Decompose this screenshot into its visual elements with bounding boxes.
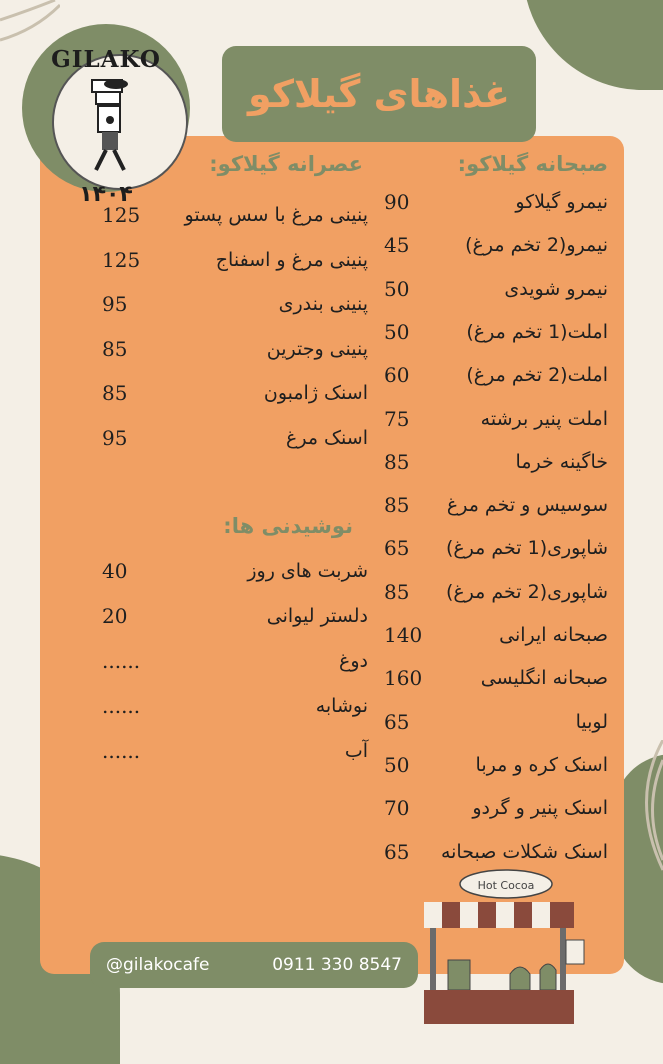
item-name: دوغ [339, 650, 368, 672]
afternoon-heading: عصرانه گیلاکو: [209, 152, 363, 176]
menu-item [384, 620, 608, 650]
item-name: نیمرو شویدی [504, 277, 608, 300]
item-price: 65 [384, 709, 410, 734]
item-name: اسنک کره و مربا [475, 753, 608, 776]
item-name: دلستر لیوانی [266, 605, 368, 627]
menu-item [384, 577, 608, 607]
item-name: املت(2 تخم مرغ) [466, 364, 608, 387]
item-name: پنینی مرغ و اسفناج [215, 248, 368, 271]
menu-item [102, 601, 368, 631]
logo [22, 24, 190, 207]
menu-item [102, 423, 368, 453]
item-price: 40 [102, 559, 128, 583]
menu-item [102, 334, 368, 364]
item-price: 85 [384, 579, 410, 604]
menu-item [384, 447, 608, 477]
item-price: 75 [384, 406, 410, 431]
item-price: 95 [102, 425, 128, 450]
item-name: خاگینه خرما [515, 450, 608, 473]
item-price: 125 [102, 247, 141, 272]
title-banner [222, 46, 536, 142]
page-title: غذاهای گیلاکو [248, 72, 510, 116]
menu-item [384, 230, 608, 260]
item-price: 85 [102, 381, 128, 405]
item-name: پنینی بندری [278, 293, 368, 315]
drinks-heading: نوشیدنی ها: [223, 514, 353, 538]
item-name: نوشابه [315, 695, 368, 717]
menu-item [102, 646, 368, 676]
item-name: نیمرو گیلاکو [515, 191, 608, 213]
item-name: شاپوری(2 تخم مرغ) [445, 580, 608, 603]
contact-footer [90, 942, 418, 988]
item-price: 85 [384, 493, 410, 518]
item-name: اسنک مرغ [286, 426, 368, 449]
menu-item [102, 200, 368, 230]
item-name: املت(1 تخم مرغ) [466, 320, 608, 343]
item-price: 140 [384, 623, 423, 647]
stand-sign-text: Hot Cocoa [477, 879, 535, 892]
menu-item [102, 556, 368, 586]
item-price: 60 [384, 363, 410, 388]
menu-item [384, 837, 608, 867]
item-name: شاپوری(1 تخم مرغ) [445, 537, 608, 560]
item-price: 50 [384, 276, 410, 301]
item-price: 65 [384, 839, 410, 864]
waiter-figure-icon [74, 76, 144, 176]
item-price: 95 [102, 292, 128, 316]
menu-item [384, 187, 608, 217]
phone-number[interactable]: 0911 330 8547 [272, 955, 402, 975]
item-name: اسنک شکلات صبحانه [440, 840, 608, 863]
menu-item [102, 736, 368, 766]
menu-item [384, 750, 608, 780]
item-name: اسنک ژامبون [263, 382, 368, 404]
item-name: لوبیا [575, 710, 608, 733]
item-price: 125 [102, 203, 141, 227]
item-price: 85 [384, 449, 410, 474]
menu-item [102, 289, 368, 319]
item-name: صبحانه ایرانی [499, 624, 608, 646]
breakfast-heading: صبحانه گیلاکو: [457, 152, 608, 176]
item-price: 90 [384, 190, 410, 214]
menu-item [384, 793, 608, 823]
item-name: پنینی مرغ با سس پستو [184, 204, 368, 226]
corner-shape-top-right [523, 0, 663, 90]
item-price: 65 [384, 536, 410, 561]
menu-item [384, 490, 608, 520]
item-price: ...... [102, 739, 141, 763]
item-price: 50 [384, 752, 410, 777]
menu-item [102, 378, 368, 408]
item-name: اسنک پنیر و گردو [472, 797, 608, 820]
menu-item [384, 707, 608, 737]
menu-item [384, 404, 608, 434]
menu-item [384, 663, 608, 693]
item-price: 70 [384, 796, 410, 821]
logo-name: GILAKO [51, 46, 161, 73]
item-name: آب [344, 740, 368, 762]
logo-year: ۱۴۰۴ [79, 182, 133, 207]
item-name: صبحانه انگلیسی [480, 667, 608, 690]
item-name: نیمرو(2 تخم مرغ) [465, 234, 608, 257]
item-price: 85 [102, 336, 128, 361]
item-price: 20 [102, 604, 128, 628]
item-price: ...... [102, 694, 141, 718]
item-name: سوسیس و تخم مرغ [446, 494, 608, 517]
menu-item [384, 317, 608, 347]
instagram-handle[interactable]: @gilakocafe [106, 955, 210, 975]
item-price: 50 [384, 319, 410, 344]
menu-item [384, 533, 608, 563]
item-name: شربت های روز [247, 560, 368, 582]
item-price: 45 [384, 233, 410, 258]
item-price: 160 [384, 666, 423, 691]
menu-item [102, 691, 368, 721]
item-name: پنینی وجترین [266, 337, 368, 360]
menu-item [102, 245, 368, 275]
item-name: املت پنیر برشته [480, 407, 608, 430]
menu-item [384, 274, 608, 304]
cafe-stand-illustration [410, 864, 590, 1024]
menu-item [384, 360, 608, 390]
item-price: ...... [102, 649, 141, 673]
